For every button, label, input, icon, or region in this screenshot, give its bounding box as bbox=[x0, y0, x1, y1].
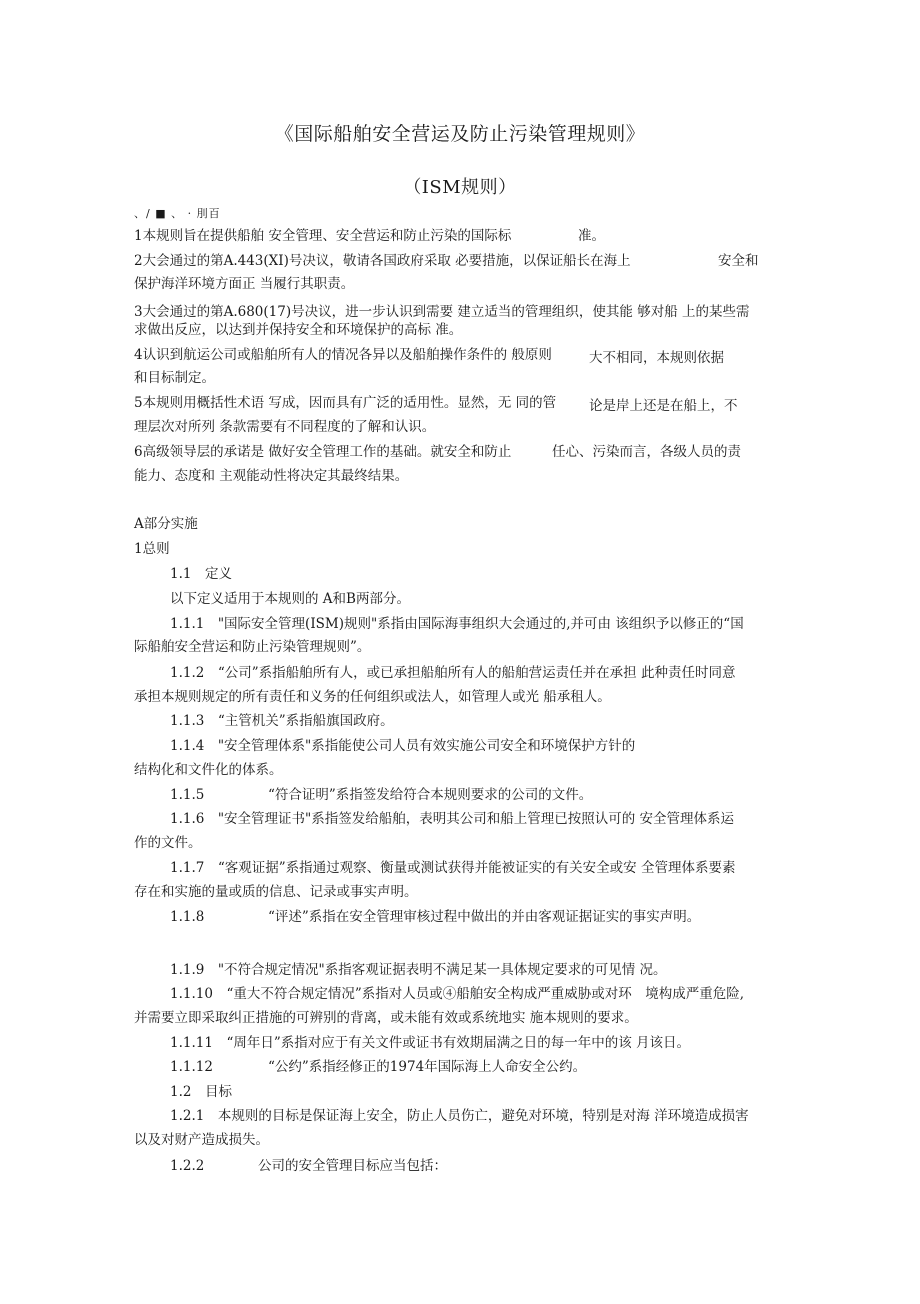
preamble-p3-cont: 求做出反应，以达到并保持安全和环境保护的高标 准。 bbox=[134, 322, 463, 338]
preamble-p2-cont: 保护海洋环境方面正 当履行其职责。 bbox=[134, 276, 355, 292]
preamble-p4-cont: 和目标制定。 bbox=[134, 370, 215, 386]
preamble-p5-cont: 理层次对所列 条款需要有不同程度的了解和认识。 bbox=[134, 419, 436, 435]
definition-1-1-6: 1.1.6 "安全管理证书"系指签发给船舶，表明其公司和船上管理已按照认可的 安全管理体系运 bbox=[170, 811, 735, 827]
section-1-1-heading: 1.1 定义 bbox=[170, 566, 232, 582]
definition-1-1-2: 1.1.2 “公司”系指船舶所有人，或已承担船舶所有人的船舶营运责任并在承担 此种责任时同意 bbox=[170, 665, 736, 681]
definition-1-1-6-cont: 作的文件。 bbox=[134, 835, 202, 851]
document-subtitle: （ISM规则） bbox=[403, 177, 517, 198]
preamble-p1-end: 准。 bbox=[578, 228, 605, 244]
document-title: 《国际船舶安全营运及防止污染管理规则》 bbox=[274, 123, 646, 145]
definition-1-1-10-cont: 并需要立即采取纠正措施的可辨别的背离，或未能有效或系统地实 施本规则的要求。 bbox=[134, 1010, 638, 1026]
preamble-p6-cont: 能力、态度和 主观能动性将决定其最终结果。 bbox=[134, 468, 409, 484]
definitions-intro: 以下定义适用于本规则的 A和B两部分。 bbox=[170, 591, 410, 607]
definition-1-1-9: 1.1.9 "不符合规定情况"系指客观证据表明不满足某一具体规定要求的可见情 况。 bbox=[170, 962, 667, 978]
definition-1-1-1-cont: 际船舶安全营运和防止污染管理规则”。 bbox=[134, 639, 371, 655]
preamble-p2: 2大会通过的第A.443(XI)号决议，敬请各国政府采取 必要措施，以保证船长在海上 bbox=[134, 253, 631, 269]
definition-1-1-11: 1.1.11 “周年日”系指对应于有关文件或证书有效期届满之日的每一年中的该 月该日。 bbox=[170, 1035, 691, 1051]
preamble-p5-mid: 论是岸上还是在船上，不 bbox=[589, 398, 738, 414]
preamble-heading: 、/ ■ 、 · 刖百 bbox=[134, 207, 221, 220]
objective-1-2-1: 1.2.1 本规则的目标是保证海上安全，防止人员伤亡，避免对环境，特别是对海 洋环境造成损害 bbox=[170, 1108, 749, 1124]
definition-1-1-8-number: 1.1.8 bbox=[170, 909, 205, 925]
definition-1-1-8: “评述”系指在安全管理审核过程中做出的并由客观证据证实的事实声明。 bbox=[268, 909, 701, 925]
section-1-2-heading: 1.2 目标 bbox=[170, 1084, 232, 1100]
objective-1-2-2: 公司的安全管理目标应当包括： bbox=[258, 1158, 447, 1174]
definition-1-1-7-cont: 存在和实施的量或质的信息、记录或事实声明。 bbox=[134, 884, 418, 900]
preamble-p6-mid: 任心、污染而言，各级人员的责 bbox=[552, 444, 741, 460]
preamble-p3: 3大会通过的第A.680(17)号决议，进一步认识到需要 建立适当的管理组织，使其能 够对船 上的某些需 bbox=[134, 304, 750, 320]
definition-1-1-2-cont: 承担本规则规定的所有责任和义务的任何组织或法人，如管理人或光 船承租人。 bbox=[134, 689, 611, 705]
objective-1-2-1-cont: 以及对财产造成损失。 bbox=[134, 1132, 269, 1148]
definition-1-1-5: “符合证明”系指签发给符合本规则要求的公司的文件。 bbox=[268, 787, 593, 803]
definition-1-1-3: 1.1.3 “主管机关”系指船旗国政府。 bbox=[170, 713, 394, 729]
section-1-heading: 1总则 bbox=[134, 541, 170, 557]
definition-1-1-12: “公约”系指经修正的1974年国际海上人命安全公约。 bbox=[268, 1059, 587, 1075]
definition-1-1-4-cont: 结构化和文件化的体系。 bbox=[134, 762, 283, 778]
objective-1-2-2-number: 1.2.2 bbox=[170, 1158, 205, 1174]
preamble-p1: 1本规则旨在提供船舶 安全管理、安全营运和防止污染的国际标 bbox=[134, 228, 512, 244]
definition-1-1-12-number: 1.1.12 bbox=[170, 1059, 213, 1075]
definition-1-1-5-number: 1.1.5 bbox=[170, 787, 205, 803]
preamble-p5: 5本规则用概括性术语 写成，因而具有广泛的适用性。显然，无 同的管 bbox=[134, 395, 557, 411]
preamble-p4: 4认识到航运公司或船舶所有人的情况各异以及船舶操作条件的 般原则 bbox=[134, 347, 552, 363]
definition-1-1-7: 1.1.7 “客观证据”系指通过观察、衡量或测试获得并能被证实的有关安全或安 全管理体系要素 bbox=[170, 860, 736, 876]
preamble-p2-end: 安全和 bbox=[718, 253, 759, 269]
definition-1-1-4: 1.1.4 "安全管理体系"系指能使公司人员有效实施公司安全和环境保护方针的 bbox=[170, 738, 636, 754]
preamble-p6: 6高级领导层的承诺是 做好安全管理工作的基础。就安全和防止 bbox=[134, 444, 512, 460]
preamble-p4-mid: 大不相同，本规则依据 bbox=[589, 350, 724, 366]
definition-1-1-10: 1.1.10 “重大不符合规定情况”系指对人员或④船舶安全构成严重威胁或对环 境构成严重危险, bbox=[170, 986, 745, 1002]
part-a-heading: A部分实施 bbox=[134, 516, 198, 532]
definition-1-1-1: 1.1.1 "国际安全管理(ISM)规则"系指由国际海事组织大会通过的,并可由 该组织予以修正的“国 bbox=[170, 616, 744, 632]
